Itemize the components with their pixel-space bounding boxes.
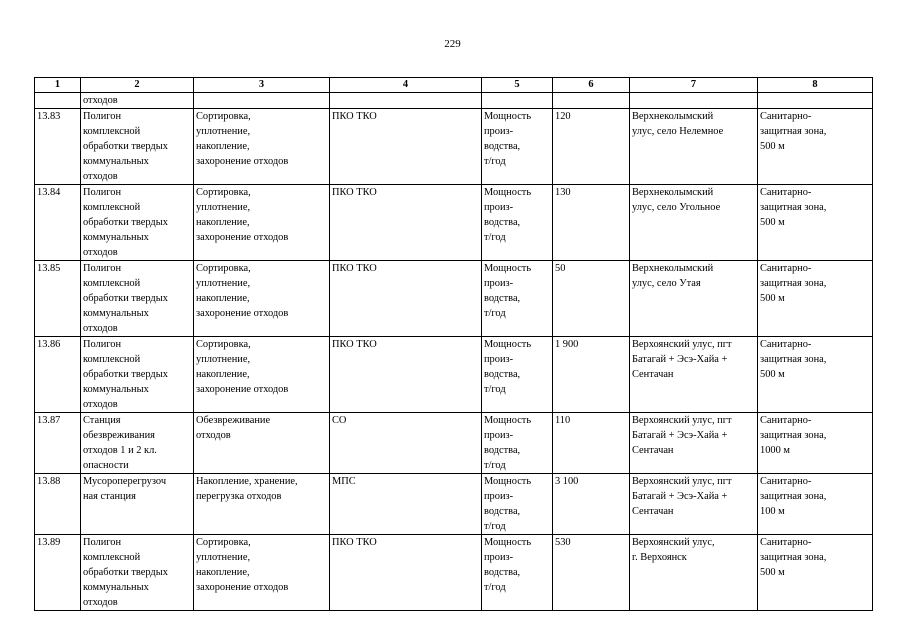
capacity-label-cell-line: водства, [484, 293, 521, 304]
location-cell [630, 109, 758, 185]
capacity-label-cell-line: водства, [484, 445, 521, 456]
location-cell-line: Верхоянский улус, пгт [632, 476, 732, 487]
sanitary-zone-cell [758, 474, 873, 535]
sanitary-zone-cell-line: защитная зона, [760, 354, 827, 365]
facility-name-cell-line: обработки твердых [83, 141, 168, 152]
operations-cell-line: захоронение отходов [196, 582, 289, 593]
sanitary-zone-cell [758, 535, 873, 611]
capacity-label-cell-line: водства, [484, 141, 521, 152]
capacity-label-cell-line: Мощность [484, 415, 532, 426]
operations-cell-line: Сортировка, [196, 339, 251, 350]
facility-name-cell-line: Полигон [83, 187, 122, 198]
operations-cell-line: Сортировка, [196, 537, 251, 548]
row-number-cell: 13.83 [35, 109, 81, 185]
operations-cell-line: Сортировка, [196, 111, 251, 122]
facility-name-cell-line: обработки твердых [83, 369, 168, 380]
operations-cell-line: захоронение отходов [196, 232, 289, 243]
location-cell-line: Сентачан [632, 506, 674, 517]
table-row [35, 474, 873, 535]
capacity-label-cell [482, 474, 553, 535]
capacity-label-cell [482, 109, 553, 185]
capacity-label-cell-line: Мощность [484, 111, 532, 122]
capacity-label-cell-line: Мощность [484, 476, 532, 487]
facility-type-cell: ПКО ТКО [330, 535, 482, 611]
capacity-label-cell-line: произ- [484, 491, 514, 502]
operations-cell-line: Накопление, хранение, [196, 476, 298, 487]
facility-name-cell-line: отходов [83, 171, 118, 182]
capacity-label-cell-line: произ- [484, 354, 514, 365]
table-cell [758, 93, 873, 109]
capacity-label-cell-line: Мощность [484, 187, 532, 198]
sanitary-zone-cell-line: защитная зона, [760, 202, 827, 213]
column-header: 7 [630, 78, 758, 93]
location-cell [630, 185, 758, 261]
location-cell [630, 535, 758, 611]
capacity-label-cell-line: водства, [484, 369, 521, 380]
facility-name-cell-line: отходов 1 и 2 кл. [83, 445, 157, 456]
location-cell [630, 474, 758, 535]
facility-name-cell-line: комплексной [83, 126, 141, 137]
facility-name-cell-line: коммунальных [83, 384, 149, 395]
facility-name-cell-line: коммунальных [83, 232, 149, 243]
operations-cell-line: Сортировка, [196, 263, 251, 274]
table-cell [330, 93, 482, 109]
facility-type-cell: ПКО ТКО [330, 185, 482, 261]
column-header: 2 [81, 78, 194, 93]
sanitary-zone-cell-line: Санитарно- [760, 187, 812, 198]
location-cell [630, 413, 758, 474]
operations-cell-line: захоронение отходов [196, 308, 289, 319]
sanitary-zone-cell-line: Санитарно- [760, 537, 812, 548]
facility-name-cell [81, 535, 194, 611]
capacity-label-cell [482, 185, 553, 261]
capacity-value-cell: 110 [553, 413, 630, 474]
capacity-label-cell [482, 413, 553, 474]
sanitary-zone-cell-line: защитная зона, [760, 430, 827, 441]
column-header: 3 [194, 78, 330, 93]
row-number-cell: 13.85 [35, 261, 81, 337]
capacity-label-cell-line: произ- [484, 126, 514, 137]
capacity-value-cell: 120 [553, 109, 630, 185]
table-row [35, 185, 873, 261]
facility-type-cell: МПС [330, 474, 482, 535]
operations-cell-line: захоронение отходов [196, 156, 289, 167]
sanitary-zone-cell-line: защитная зона, [760, 126, 827, 137]
location-cell-line: Верхоянский улус, пгт [632, 339, 732, 350]
capacity-value-cell: 530 [553, 535, 630, 611]
facility-name-cell-line: отходов [83, 323, 118, 334]
capacity-value-cell: 3 100 [553, 474, 630, 535]
facility-name-cell-line: обработки твердых [83, 293, 168, 304]
capacity-label-cell [482, 535, 553, 611]
header-row [35, 78, 873, 93]
location-cell-line: Сентачан [632, 445, 674, 456]
location-cell-line: Верхнеколымский [632, 111, 714, 122]
operations-cell-line: накопление, [196, 369, 250, 380]
sanitary-zone-cell-line: защитная зона, [760, 552, 827, 563]
capacity-label-cell-line: Мощность [484, 537, 532, 548]
facility-name-cell-line: Мусороперегрузоч [83, 476, 167, 487]
capacity-value-cell: 50 [553, 261, 630, 337]
continuation-row [35, 93, 873, 109]
facility-name-cell-line: отходов [83, 597, 118, 608]
table-cell [482, 93, 553, 109]
row-number-cell: 13.87 [35, 413, 81, 474]
table-row [35, 109, 873, 185]
facility-type-cell: ПКО ТКО [330, 337, 482, 413]
operations-cell [194, 109, 330, 185]
facility-name-cell-line: обезвреживания [83, 430, 155, 441]
capacity-label-cell [482, 261, 553, 337]
operations-cell-line: уплотнение, [196, 552, 251, 563]
facility-name-cell-line: коммунальных [83, 156, 149, 167]
sanitary-zone-cell-line: 500 м [760, 217, 785, 228]
sanitary-zone-cell-line: защитная зона, [760, 491, 827, 502]
facility-type-cell: ПКО ТКО [330, 109, 482, 185]
location-cell [630, 337, 758, 413]
facility-name-cell [81, 185, 194, 261]
capacity-label-cell-line: т/год [484, 384, 506, 395]
location-cell-line: Верхнеколымский [632, 187, 714, 198]
location-cell-line: Верхнеколымский [632, 263, 714, 274]
sanitary-zone-cell-line: Санитарно- [760, 476, 812, 487]
facility-name-cell-line: Полигон [83, 263, 122, 274]
operations-cell-line: отходов [196, 430, 231, 441]
page-number: 229 [444, 38, 461, 50]
table-row [35, 413, 873, 474]
column-header: 6 [553, 78, 630, 93]
row-number-cell: 13.84 [35, 185, 81, 261]
capacity-label-cell [482, 337, 553, 413]
facility-name-cell-line: комплексной [83, 552, 141, 563]
facility-name-cell [81, 413, 194, 474]
operations-cell [194, 535, 330, 611]
location-cell-line: улус, село Утая [632, 278, 701, 289]
row-number-cell: 13.86 [35, 337, 81, 413]
capacity-label-cell-line: произ- [484, 278, 514, 289]
facility-name-cell-line: Полигон [83, 339, 122, 350]
sanitary-zone-cell-line: 500 м [760, 293, 785, 304]
table-row [35, 337, 873, 413]
column-header: 4 [330, 78, 482, 93]
row-number-cell: 13.89 [35, 535, 81, 611]
column-header: 5 [482, 78, 553, 93]
operations-cell-line: накопление, [196, 293, 250, 304]
column-header: 1 [35, 78, 81, 93]
facility-name-cell [81, 261, 194, 337]
capacity-label-cell-line: т/год [484, 308, 506, 319]
capacity-label-cell-line: т/год [484, 232, 506, 243]
operations-cell [194, 337, 330, 413]
capacity-label-cell-line: произ- [484, 202, 514, 213]
facility-name-cell-line: коммунальных [83, 582, 149, 593]
sanitary-zone-cell-line: 500 м [760, 369, 785, 380]
sanitary-zone-cell-line: защитная зона, [760, 278, 827, 289]
location-cell-line: Верхоянский улус, пгт [632, 415, 732, 426]
sanitary-zone-cell [758, 337, 873, 413]
capacity-label-cell-line: т/год [484, 156, 506, 167]
facility-name-cell [81, 474, 194, 535]
facility-name-cell-line: комплексной [83, 354, 141, 365]
facility-name-cell-line: Полигон [83, 111, 122, 122]
facility-name-cell-line: Полигон [83, 537, 122, 548]
capacity-label-cell-line: Мощность [484, 263, 532, 274]
location-cell-line: г. Верхоянск [632, 552, 687, 563]
operations-cell-line: уплотнение, [196, 202, 251, 213]
sanitary-zone-cell-line: Санитарно- [760, 415, 812, 426]
sanitary-zone-cell [758, 413, 873, 474]
location-cell [630, 261, 758, 337]
facilities-table [34, 77, 873, 611]
column-header: 8 [758, 78, 873, 93]
capacity-label-cell-line: Мощность [484, 339, 532, 350]
facility-name-cell-line: Станция [83, 415, 121, 426]
operations-cell [194, 413, 330, 474]
operations-cell-line: накопление, [196, 567, 250, 578]
location-cell-line: Батагай + Эсэ-Хайа + [632, 491, 728, 502]
facility-name-cell-line: комплексной [83, 202, 141, 213]
facility-type-cell: ПКО ТКО [330, 261, 482, 337]
operations-cell [194, 261, 330, 337]
operations-cell-line: уплотнение, [196, 278, 251, 289]
capacity-value-cell: 1 900 [553, 337, 630, 413]
operations-cell-line: уплотнение, [196, 126, 251, 137]
row-number-cell: 13.88 [35, 474, 81, 535]
operations-cell-line: Обезвреживание [196, 415, 271, 426]
facility-name-cell-line: коммунальных [83, 308, 149, 319]
location-cell-line: Верхоянский улус, [632, 537, 715, 548]
sanitary-zone-cell-line: Санитарно- [760, 263, 812, 274]
capacity-label-cell-line: водства, [484, 567, 521, 578]
table-cell [35, 93, 81, 109]
capacity-label-cell-line: произ- [484, 430, 514, 441]
sanitary-zone-cell [758, 185, 873, 261]
sanitary-zone-cell-line: 500 м [760, 567, 785, 578]
location-cell-line: Батагай + Эсэ-Хайа + [632, 430, 728, 441]
facility-name-cell-line: обработки твердых [83, 567, 168, 578]
location-cell-line: улус, село Угольное [632, 202, 721, 213]
sanitary-zone-cell-line: Санитарно- [760, 111, 812, 122]
sanitary-zone-cell-line: 100 м [760, 506, 785, 517]
operations-cell-line: захоронение отходов [196, 384, 289, 395]
table-cell [553, 93, 630, 109]
operations-cell-line: накопление, [196, 141, 250, 152]
operations-cell-line: перегрузка отходов [196, 491, 282, 502]
sanitary-zone-cell-line: Санитарно- [760, 339, 812, 350]
table-cell [630, 93, 758, 109]
operations-cell [194, 185, 330, 261]
table-cell [194, 93, 330, 109]
facility-name-cell-line: отходов [83, 247, 118, 258]
facility-type-cell: СО [330, 413, 482, 474]
facility-name-cell-line: отходов [83, 399, 118, 410]
table-cell: отходов [81, 93, 194, 109]
capacity-label-cell-line: водства, [484, 506, 521, 517]
location-cell-line: улус, село Нелемное [632, 126, 724, 137]
capacity-value-cell: 130 [553, 185, 630, 261]
operations-cell-line: уплотнение, [196, 354, 251, 365]
capacity-label-cell-line: т/год [484, 582, 506, 593]
capacity-label-cell-line: т/год [484, 521, 506, 532]
sanitary-zone-cell-line: 1000 м [760, 445, 790, 456]
facility-name-cell-line: комплексной [83, 278, 141, 289]
facility-name-cell [81, 109, 194, 185]
sanitary-zone-cell-line: 500 м [760, 141, 785, 152]
sanitary-zone-cell [758, 109, 873, 185]
facility-name-cell-line: ная станция [83, 491, 136, 502]
location-cell-line: Сентачан [632, 369, 674, 380]
table-row [35, 535, 873, 611]
facility-name-cell-line: обработки твердых [83, 217, 168, 228]
table-row [35, 261, 873, 337]
facility-name-cell-line: опасности [83, 460, 129, 471]
location-cell-line: Батагай + Эсэ-Хайа + [632, 354, 728, 365]
operations-cell-line: накопление, [196, 217, 250, 228]
sanitary-zone-cell [758, 261, 873, 337]
operations-cell-line: Сортировка, [196, 187, 251, 198]
capacity-label-cell-line: водства, [484, 217, 521, 228]
capacity-label-cell-line: произ- [484, 552, 514, 563]
capacity-label-cell-line: т/год [484, 460, 506, 471]
facility-name-cell [81, 337, 194, 413]
operations-cell [194, 474, 330, 535]
